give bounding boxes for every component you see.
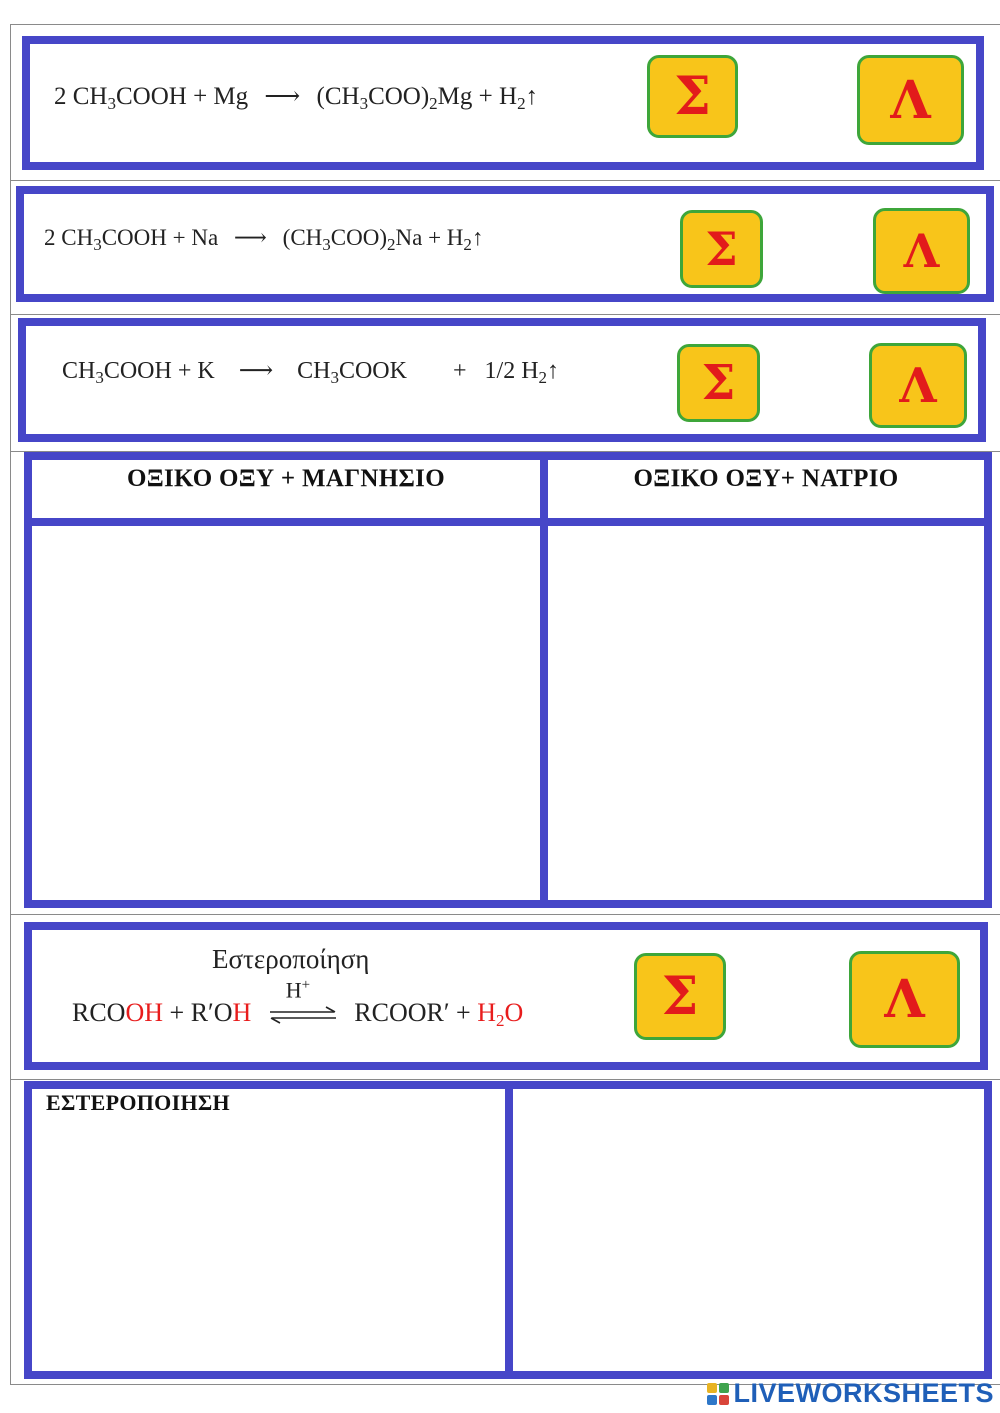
esterification-card	[24, 922, 988, 1070]
esterification-equation: RCOOH + R′OH H+ RCOOR′ + $H_2O$	[72, 977, 524, 1030]
divider	[10, 914, 1000, 915]
false-button[interactable]: Λ	[857, 55, 964, 145]
magnesium-header: ΟΞΙΚΟ ΟΞΥ + ΜΑΓΝΗΣΙΟ	[127, 465, 445, 492]
reaction-equation-potassium: $CH_3COOH + K$ ⟶ $CH_3COOK + 1/2$ $H_2↑$	[62, 358, 560, 387]
divider	[10, 314, 1000, 315]
esterification-answer-area-right[interactable]	[505, 1081, 992, 1379]
reaction-equation-magnesium: 2 $CH_3COOH + Mg$ ⟶ $(CH_3COO)_2Mg$ + $H_2↑$	[54, 83, 539, 113]
true-button[interactable]: Σ	[634, 953, 726, 1040]
esterification-title: Εστεροποίηση	[212, 944, 370, 974]
false-button[interactable]: Λ	[849, 951, 960, 1048]
esterification-answer-area-left[interactable]	[24, 1081, 518, 1379]
equilibrium-arrow: H+	[268, 1005, 338, 1025]
true-button[interactable]: Σ	[647, 55, 738, 138]
liveworksheets-logo: LIVEWORKSHEETS	[707, 1378, 994, 1409]
sodium-answer-area[interactable]	[540, 518, 992, 908]
left-margin-line	[10, 24, 11, 1385]
sodium-header: ΟΞΙΚΟ ΟΞΥ+ ΝΑΤΡΙΟ	[633, 465, 899, 492]
divider	[10, 180, 1000, 181]
esterification-header: ΕΣΤΕΡΟΠΟΙΗΣΗ	[46, 1090, 230, 1115]
false-button[interactable]: Λ	[869, 343, 967, 428]
magnesium-answer-area[interactable]	[24, 518, 548, 908]
true-button[interactable]: Σ	[680, 210, 763, 288]
false-button[interactable]: Λ	[873, 208, 970, 294]
divider	[10, 1079, 1000, 1080]
true-button[interactable]: Σ	[677, 344, 760, 422]
reaction-equation-sodium: 2 $CH_3COOH + Na$ ⟶ $(CH_3COO)_2Na$ + $H_2↑$	[44, 225, 484, 254]
divider	[10, 24, 1000, 25]
liveworksheets-logo-icon	[707, 1383, 729, 1405]
